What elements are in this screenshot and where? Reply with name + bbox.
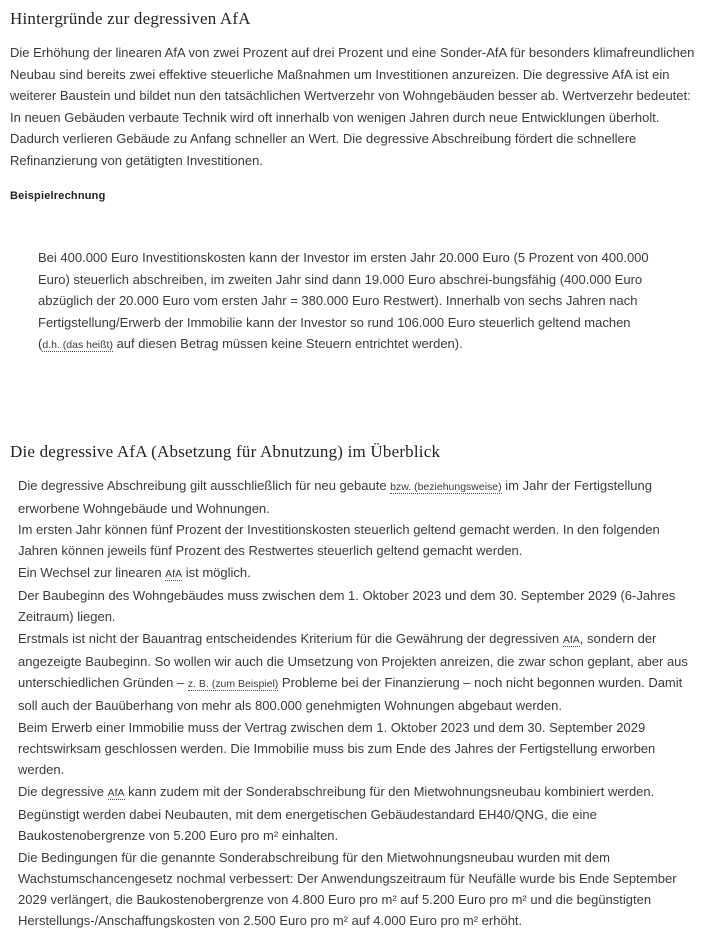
example-quote	[38, 247, 684, 357]
text-segment: auf diesen Betrag müssen keine Steuern entrichtet werden).	[112, 336, 463, 351]
text-segment: Beim Erwerb einer Immobilie muss der Vertrag zwischen dem 1. Oktober 2023 und dem 30. September 2029 rechtswirksam geschlossen werden. Die Immobilie muss bis zum Ende des Jahres der Fertigstellung erworben werden.	[18, 719, 656, 778]
list-item-conditions	[18, 847, 694, 932]
text-segment: ist möglich.	[182, 564, 251, 580]
example-label: Beispielrechnung	[10, 190, 106, 202]
text-segment: Bei 400.000 Euro Investitionskosten kann der Investor im ersten Jahr 20.000 Euro (5 Prozent von 400.000 Euro) steuerlich abschreiben, im zweiten Jahr sind dann 19.000 Euro abschrei-bungsfähig (400.000 Euro abzüglich der 20.000 Euro vom ersten Jahr = 380.000 Euro Restwert). Innerhalb von sechs Jahren nach Fertigstellung/Erwerb der Immobilie kann der Investor so rund 106.000 Euro steuerlich geltend machen (	[38, 250, 649, 351]
text-segment: Erstmals ist nicht der Bauantrag entscheidendes Kriterium für die Gewährung der degressiven	[18, 630, 563, 646]
text-segment: kann zudem mit der Sonderabschreibung für den Mietwohnungsneubau kombiniert werden. Begünstigt werden dabei Neubauten, mit dem energetischen Gebäudestandard EH40/QNG, die eine Baukostenobergrenze von 5.200 Euro pro m² einhalten.	[18, 783, 655, 844]
list-item-new-buildings	[18, 475, 694, 520]
overview-list	[10, 475, 696, 932]
list-item-criterion	[18, 628, 694, 717]
abbreviation: bzw. (beziehungsweise)	[390, 480, 502, 493]
text-segment: Die Bedingungen für die genannte Sonderabschreibung für den Mietwohnungsneubau wurden mit dem Wachstumschancengesetz nochmal verbessert: Der Anwendungszeitraum für Neufälle wurde bis Ende September 2029 verlängert, die Baukostenobergrenze von 4.800 Euro pro m² auf 5.200 Euro pro m² und die begünstigten Herstellungs-/Anschaffungskosten von 2.500 Euro pro m² auf 4.000 Euro pro m² erhöht.	[18, 849, 677, 929]
text-segment: Die degressive	[18, 783, 108, 799]
page-title: Hintergründe zur degressiven AfA	[10, 9, 251, 28]
text-segment: Im ersten Jahr können fünf Prozent der Investitionskosten steuerlich geltend gemacht werden. In den folgenden Jahren können jeweils fünf Prozent des Restwertes steuerlich geltend gemacht werden.	[18, 522, 660, 559]
text-segment: Die degressive Abschreibung gilt ausschließlich für neu gebaute	[18, 477, 391, 493]
abbreviation: d.h. (das heißt)	[42, 339, 113, 351]
list-item-five-percent	[18, 519, 694, 562]
text-segment: , sondern der angezeigte Baubeginn. So wollen wir auch die Umsetzung von Projekten anreizen, die zwar schon geplant, aber aus unterschiedlichen Gründen –	[18, 630, 688, 691]
intro-paragraph: Die Erhöhung der linearen AfA von zwei Prozent auf drei Prozent und eine Sonder-AfA für besonders klimafreundlichen Neubau sind bereits zwei effektive steuerliche Maßnahmen um Investitionen anzureizen. Die degressive AfA ist ein weiterer Baustein und bildet nun den tatsächlichen Wertverzehr von Wohngebäuden besser ab. Wertverzehr bedeutet: In neuen Gebäuden verbaute Technik wird oft innerhalb von wenigen Jahren durch neue Entwicklungen überholt. Dadurch verlieren Gebäude zu Anfang schneller an Wert. Die degressive Abschreibung fördert die schnellere Refinanzierung von getätigten Investitionen.	[10, 45, 695, 168]
abbreviation: AfA	[562, 633, 580, 646]
abbreviation: AfA	[165, 567, 183, 580]
abbreviation: AfA	[107, 786, 125, 799]
text-segment: Probleme bei der Finanzierung – noch nicht begonnen wurden. Damit soll auch der Bauüberhang von mehr als 800.000 genehmigten Wohnungen abgebaut werden.	[18, 675, 683, 714]
list-item-construction-start	[18, 585, 694, 628]
text-segment: Ein Wechsel zur linearen	[18, 564, 166, 580]
text-segment: im Jahr der Fertigstellung erworbene Wohngebäude und Wohnungen.	[18, 477, 652, 516]
abbreviation: z. B. (zum Beispiel)	[187, 678, 279, 691]
list-item-combination	[18, 781, 694, 847]
list-item-switch-linear	[18, 562, 694, 585]
list-item-purchase-contract	[18, 717, 694, 781]
section-heading: Die degressive AfA (Absetzung für Abnutzung) im Überblick	[10, 441, 441, 461]
text-segment: Der Baubeginn des Wohngebäudes muss zwischen dem 1. Oktober 2023 und dem 30. September 2029 (6-Jahres Zeitraum) liegen.	[18, 587, 676, 625]
